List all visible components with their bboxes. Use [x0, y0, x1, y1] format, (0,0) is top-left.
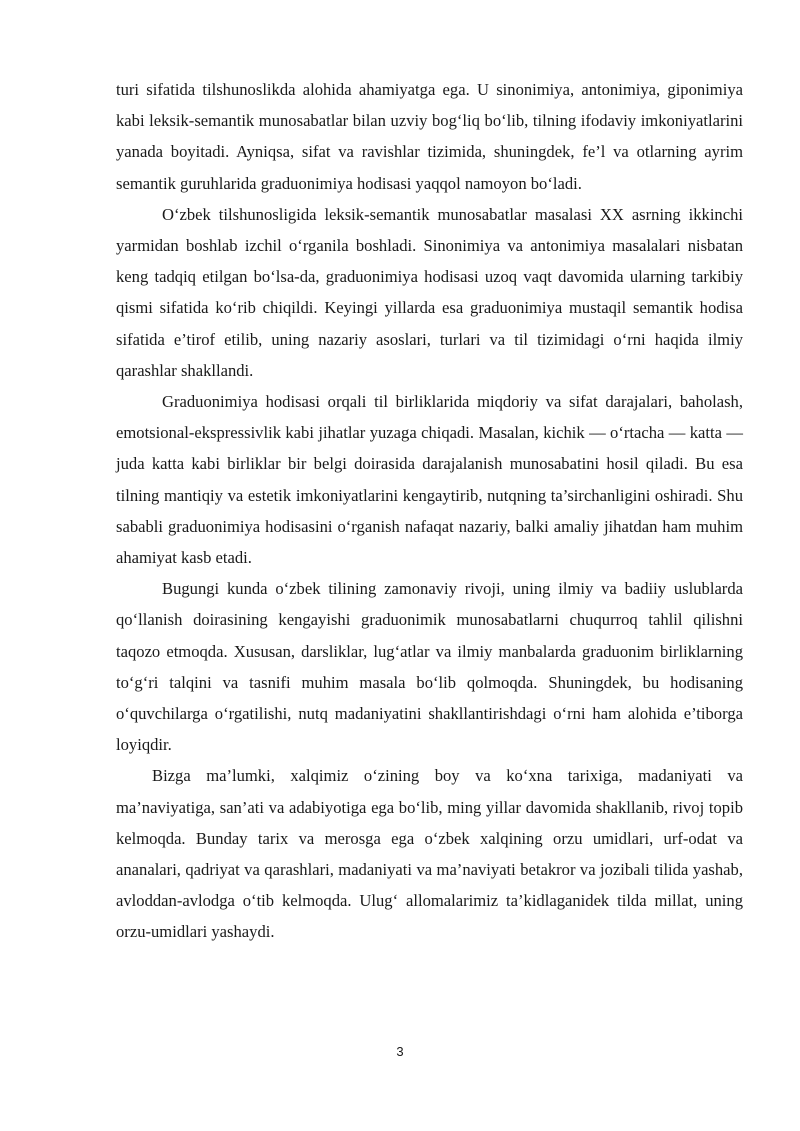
paragraph-5: Bizga ma’lumki, xalqimiz o‘zining boy va ko‘xna tarixiga, madaniyati va ma’naviyatiga, san’ati va adabiyotiga ega bo‘lib, ming yillar davomida shakllanib, rivoj topib kelmoqda. Bunday tarix va merosga ega o‘zbek xalqining orzu umidlari, urf-odat va ananalari, qadriyat va qarashlari, madaniyati va ma’naviyati betakror va jozibali tilida yashab, avloddan-avlodga o‘tib kelmoqda. Ulug‘ allomalarimiz ta’kidlaganidek tilda millat, uning orzu-umidlari yashaydi.	[116, 766, 743, 942]
paragraph-4: Bugungi kunda o‘zbek tilining zamonaviy rivoji, uning ilmiy va badiiy uslublarda qo‘llanish doirasining kengayishi graduonimik munosabatlarni chuqurroq tahlil qilishni taqozo etmoqda. Xususan, darsliklar, lug‘atlar va ilmiy manbalarda graduonim birliklarning to‘g‘ri talqini va tasnifi muhim masala bo‘lib qolmoqda. Shuningdek, bu hodisaning o‘quvchilarga o‘rgatilishi, nutq madaniyatini shakllantirishdagi o‘rni ham alohida e’tiborga loyiqdir.	[116, 579, 743, 755]
page-number: 3	[396, 1044, 404, 1059]
paragraph-3: Graduonimiya hodisasi orqali til birliklarida miqdoriy va sifat darajalari, baholash, emotsional-ekspressivlik kabi jihatlar yuzaga chiqadi. Masalan, kichik — o‘rtacha — katta — juda katta kabi birliklar bir belgi doirasida darajalanish munosabatini hosil qiladi. Bu esa tilning mantiqiy va estetik imkoniyatlarini kengaytirib, nutqning ta’sirchanligini oshiradi. Shu sababli graduonimiya hodisasini o‘rganish nafaqat nazariy, balki amaliy jihatdan ham muhim ahamiyat kasb etadi.	[116, 392, 743, 568]
body-text	[116, 74, 743, 948]
paragraph-2: O‘zbek tilshunosligida leksik-semantik munosabatlar masalasi XX asrning ikkinchi yarmidan boshlab izchil o‘rganila boshladi. Sinonimiya va antonimiya masalalari nisbatan keng tadqiq etilgan bo‘lsa-da, graduonimiya hodisasi uzoq vaqt davomida ularning tarkibiy qismi sifatida ko‘rib chiqildi. Keyingi yillarda esa graduonimiya mustaqil semantik hodisa sifatida e’tirof etilib, uning nazariy asoslari, turlari va til tizimidagi o‘rni haqida ilmiy qarashlar shakllandi.	[116, 204, 743, 380]
paragraph-1: turi sifatida tilshunoslikda alohida ahamiyatga ega. U sinonimiya, antonimiya, giponimiya kabi leksik-semantik munosabatlar bilan uzviy bog‘liq bo‘lib, tilning ifodaviy imkoniyatlarini yanada boyitadi. Ayniqsa, sifat va ravishlar tizimida, shuningdek, fe’l va otlarning ayrim semantik guruhlarida graduonimiya hodisasi yaqqol namoyon bo‘ladi.	[116, 80, 743, 193]
